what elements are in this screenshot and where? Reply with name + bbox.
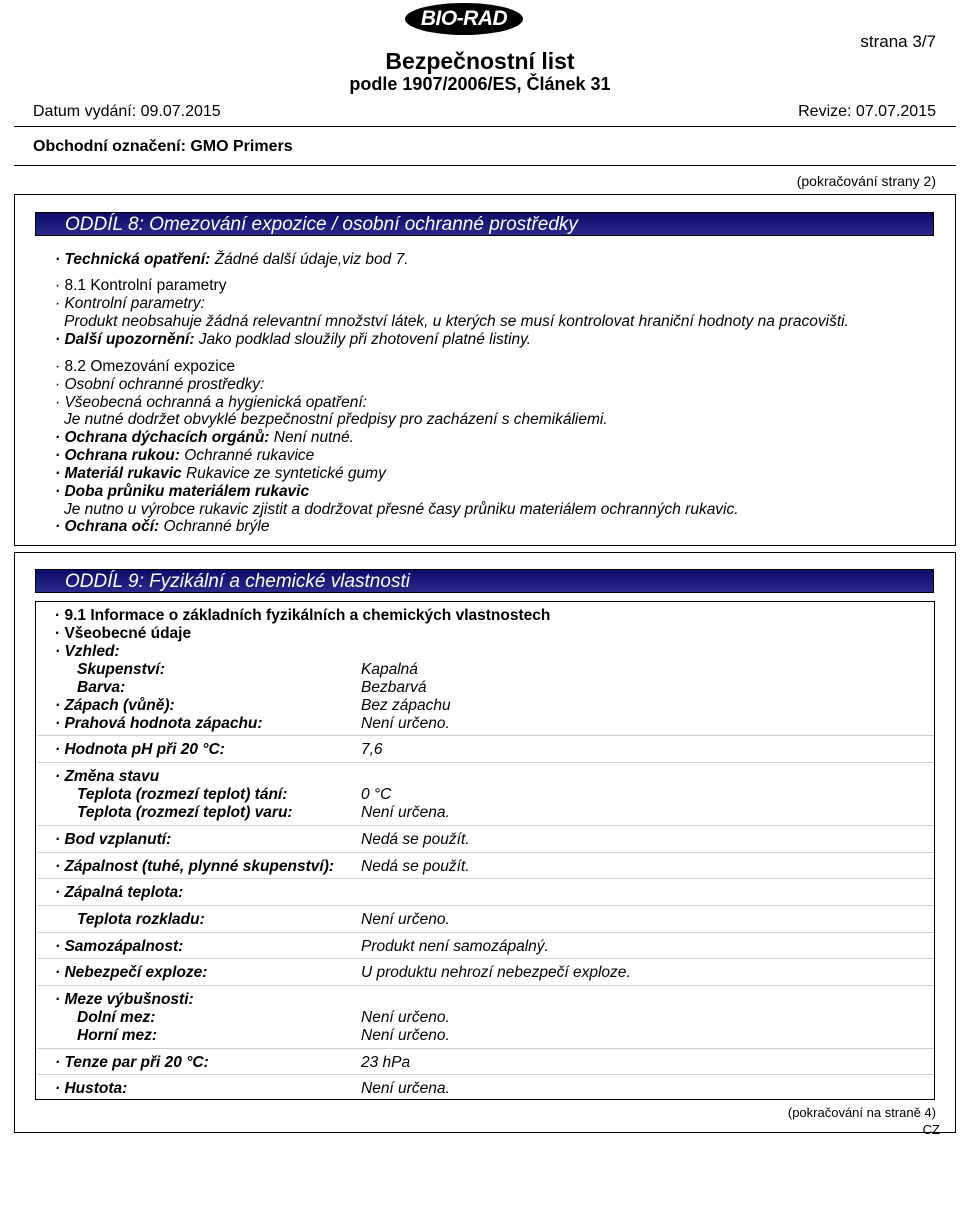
- property-label: · Samozápalnost:: [55, 938, 184, 955]
- trade-name: Obchodní označení: GMO Primers: [33, 138, 293, 155]
- hand-label: · Ochrana rukou:: [55, 447, 180, 464]
- section-9-title: ODDÍL 9: Fyzikální a chemické vlastnosti: [65, 571, 410, 592]
- section-9-inner-box: [35, 601, 935, 1100]
- property-label: · Meze výbušnosti:: [55, 991, 194, 1008]
- document-title: Bezpečnostní list: [385, 48, 575, 74]
- row-separator: [38, 762, 934, 763]
- property-value: U produktu nehrozí nebezpečí exploze.: [361, 964, 631, 981]
- logo-text: BIO-RAD: [420, 7, 508, 30]
- divider: [14, 165, 956, 166]
- property-value: Není určeno.: [361, 715, 450, 732]
- issue-date: Datum vydání: 09.07.2015: [33, 103, 221, 120]
- property-label: Teplota (rozmezí teplot) tání:: [77, 786, 288, 803]
- technical-measures-label: · Technická opatření:: [55, 251, 211, 268]
- respiratory-protection: [55, 429, 354, 447]
- property-label: · Tenze par při 20 °C:: [55, 1054, 209, 1071]
- property-value: Bezbarvá: [361, 679, 427, 696]
- technical-measures: [55, 251, 409, 269]
- property-value: Nedá se použít.: [361, 831, 470, 848]
- section-8-title: ODDÍL 8: Omezování expozice / osobní ochranné prostředky: [65, 214, 578, 235]
- row-separator: [38, 1048, 934, 1049]
- continuation-from: (pokračování strany 2): [796, 173, 936, 189]
- hygiene-text: Je nutné dodržet obvyklé bezpečnostní předpisy pro zacházení s chemikáliemi.: [64, 411, 608, 428]
- eye-value: Ochranné brýle: [159, 518, 270, 535]
- glove-material-label: · Materiál rukavic: [55, 465, 182, 482]
- property-label: · Změna stavu: [55, 768, 160, 785]
- control-parameters-text: Produkt neobsahuje žádná relevantní množství látek, u kterých se musí kontrolovat hraniční hodnoty na pracovišti.: [64, 313, 849, 330]
- row-separator: [38, 1074, 934, 1075]
- additional-info-value: Jako podklad sloužily při zhotovení platné listiny.: [194, 331, 532, 348]
- property-value: Není určena.: [361, 1080, 450, 1097]
- glove-material-value: Rukavice ze syntetické gumy: [181, 465, 386, 482]
- property-value: Kapalná: [361, 661, 418, 678]
- property-label: · Prahová hodnota zápachu:: [55, 715, 263, 732]
- eye-label: · Ochrana očí:: [55, 518, 160, 535]
- additional-info: [55, 331, 531, 349]
- section-8-header: [35, 212, 934, 236]
- hand-value: Ochranné rukavice: [179, 447, 315, 464]
- property-label: · Nebezpečí exploze:: [55, 964, 208, 981]
- property-label: Dolní mez:: [77, 1009, 156, 1026]
- property-label: Horní mez:: [77, 1027, 158, 1044]
- section-9-1-title: · 9.1 Informace o základních fyzikálních a chemických vlastnostech: [55, 607, 551, 624]
- row-separator: [38, 932, 934, 933]
- respiratory-label: · Ochrana dýchacích orgánů:: [55, 429, 270, 446]
- hand-protection: [55, 447, 314, 465]
- property-value: Není určeno.: [361, 1009, 450, 1026]
- control-parameters-label: · Kontrolní parametry:: [55, 295, 205, 312]
- technical-measures-value: Žádné další údaje,viz bod 7.: [210, 251, 409, 268]
- property-label: Teplota (rozmezí teplot) varu:: [77, 804, 293, 821]
- property-label: Skupenství:: [77, 661, 165, 678]
- property-value: Bez zápachu: [361, 697, 451, 714]
- language-code: CZ: [922, 1122, 940, 1137]
- continuation-to: (pokračování na straně 4): [787, 1105, 936, 1120]
- property-label: · Zápalná teplota:: [55, 884, 184, 901]
- breakthrough-text: Je nutno u výrobce rukavic zjistit a dodržovat přesné časy průniku materiálem ochranných rukavic.: [64, 501, 739, 518]
- section-8-1-title: · 8.1 Kontrolní parametry: [55, 277, 227, 294]
- row-separator: [38, 985, 934, 986]
- row-separator: [38, 878, 934, 879]
- property-value: 0 °C: [361, 786, 392, 803]
- section-8-2-title: · 8.2 Omezování expozice: [55, 358, 236, 375]
- property-label: Teplota rozkladu:: [77, 911, 205, 928]
- bio-rad-logo: [405, 3, 523, 35]
- property-label: · Zápalnost (tuhé, plynné skupenství):: [55, 858, 335, 875]
- respiratory-value: Není nutné.: [269, 429, 354, 446]
- breakthrough-label: · Doba průniku materiálem rukavic: [55, 483, 310, 500]
- property-value: Není určena.: [361, 804, 450, 821]
- row-separator: [38, 735, 934, 736]
- row-separator: [38, 905, 934, 906]
- page-number: strana 3/7: [860, 32, 936, 51]
- additional-info-label: · Další upozornění:: [55, 331, 195, 348]
- property-label: · Hustota:: [55, 1080, 128, 1097]
- row-separator: [38, 958, 934, 959]
- property-label: · Bod vzplanutí:: [55, 831, 172, 848]
- property-label: · Hodnota pH při 20 °C:: [55, 741, 225, 758]
- ppe-label: · Osobní ochranné prostředky:: [55, 376, 265, 393]
- property-label: Barva:: [77, 679, 126, 696]
- revision-date: Revize: 07.07.2015: [798, 103, 936, 120]
- section-9-header: [35, 569, 934, 593]
- property-value: 23 hPa: [361, 1054, 411, 1071]
- property-value: Není určeno.: [361, 911, 450, 928]
- hygiene-label: · Všeobecná ochranná a hygienická opatření:: [55, 394, 367, 411]
- property-value: Produkt není samozápalný.: [361, 938, 549, 955]
- glove-material: [55, 465, 386, 483]
- row-separator: [38, 852, 934, 853]
- property-value: 7,6: [361, 741, 383, 758]
- property-value: Není určeno.: [361, 1027, 450, 1044]
- row-separator: [38, 825, 934, 826]
- property-label: · Vzhled:: [55, 643, 120, 660]
- property-label: · Zápach (vůně):: [55, 697, 175, 714]
- general-info: · Všeobecné údaje: [55, 625, 192, 642]
- eye-protection: [55, 518, 270, 536]
- divider: [14, 126, 956, 127]
- document-subtitle: podle 1907/2006/ES, Článek 31: [349, 74, 611, 94]
- property-value: Nedá se použít.: [361, 858, 470, 875]
